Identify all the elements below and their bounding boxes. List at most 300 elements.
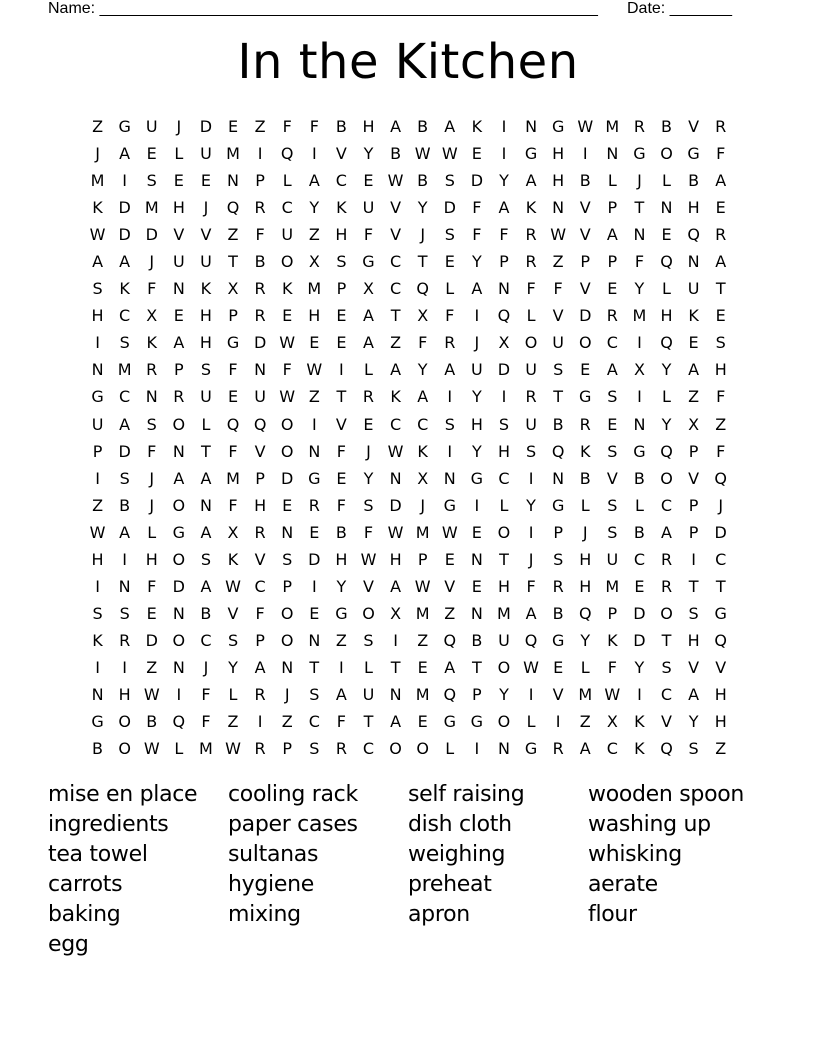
grid-letter: D [145, 225, 158, 245]
grid-letter: O [660, 144, 673, 164]
grid-letter: U [172, 252, 185, 272]
grid-letter: I [122, 657, 127, 677]
grid-letter: A [606, 360, 618, 380]
grid-letter: K [119, 279, 130, 299]
grid-letter: E [227, 117, 239, 136]
grid-letter: C [335, 171, 347, 191]
grid-letter: P [688, 522, 699, 542]
grid-letter: B [417, 117, 429, 136]
word-list-item: cooling rack [228, 782, 358, 807]
grid-letter: N [470, 549, 483, 569]
grid-letter: O [280, 441, 294, 461]
grid-letter: J [366, 441, 371, 461]
grid-letter: R [254, 522, 266, 542]
grid-letter: F [526, 576, 536, 596]
grid-letter: D [389, 495, 402, 515]
grid-letter: Z [308, 387, 320, 407]
word-list-item: carrots [48, 872, 123, 897]
grid-letter: H [687, 198, 700, 218]
grid-letter: S [336, 252, 347, 272]
grid-letter: O [280, 630, 294, 650]
grid-letter: W [604, 684, 621, 704]
grid-letter: I [637, 333, 642, 353]
grid-letter: L [282, 171, 292, 191]
grid-letter: C [389, 414, 402, 434]
grid-letter: O [172, 630, 186, 650]
grid-letter: G [551, 630, 565, 650]
grid-letter: Z [281, 712, 293, 732]
grid-letter: P [417, 549, 428, 569]
grid-letter: G [443, 712, 456, 732]
grid-letter: O [497, 522, 511, 542]
grid-letter: W [225, 576, 241, 596]
word-list-item: ingredients [48, 812, 169, 837]
grid-letter: V [688, 117, 700, 136]
grid-letter: N [281, 522, 294, 542]
grid-letter: N [525, 117, 538, 136]
grid-letter: B [335, 522, 347, 542]
grid-letter: R [525, 225, 537, 245]
grid-letter: F [363, 522, 374, 542]
grid-letter: R [579, 414, 591, 434]
grid-letter: F [228, 360, 238, 380]
grid-letter: M [415, 684, 430, 704]
word-list-item: wooden spoon [588, 782, 745, 807]
grid-letter: K [579, 441, 591, 461]
grid-letter: H [254, 495, 267, 515]
grid-letter: B [579, 171, 591, 191]
grid-letter: F [336, 441, 346, 461]
grid-letter: G [118, 117, 131, 136]
grid-letter: N [172, 657, 185, 677]
grid-letter: F [363, 225, 374, 245]
grid-letter: H [335, 549, 348, 569]
grid-letter: M [307, 279, 322, 299]
grid-letter: T [715, 279, 726, 299]
grid-letter: V [390, 225, 402, 245]
grid-letter: F [201, 684, 211, 704]
grid-letter: Q [578, 603, 592, 623]
grid-letter: F [526, 279, 536, 299]
grid-letter: M [605, 117, 620, 136]
grid-letter: A [715, 171, 727, 191]
grid-letter: T [201, 441, 211, 461]
grid-letter: R [660, 576, 673, 596]
grid-letter: V [552, 306, 564, 326]
grid-letter: W [414, 576, 431, 596]
grid-letter: K [525, 198, 537, 218]
grid-letter: D [145, 630, 158, 650]
grid-letter: A [173, 333, 185, 353]
grid-letter: N [308, 441, 321, 461]
grid-letter: B [579, 468, 591, 488]
grid-letter: G [633, 441, 646, 461]
grid-letter: H [714, 684, 727, 704]
grid-letter: B [688, 171, 700, 191]
grid-letter: D [633, 603, 646, 623]
grid-letter: H [552, 171, 565, 191]
grid-letter: I [501, 387, 507, 407]
grid-letter: L [174, 739, 184, 759]
grid-letter: Z [308, 225, 320, 245]
grid-letter: H [470, 414, 483, 434]
grid-letter: E [688, 333, 699, 353]
grid-letter: E [471, 576, 482, 596]
grid-letter: Q [714, 630, 727, 650]
word-list-item: flour [588, 902, 637, 927]
grid-letter: W [360, 549, 377, 569]
grid-letter: R [606, 306, 618, 326]
grid-letter: C [633, 549, 645, 569]
grid-letter: B [254, 252, 266, 272]
grid-letter: U [362, 198, 375, 218]
grid-letter: K [92, 198, 103, 218]
grid-letter: A [390, 117, 402, 136]
grid-letter: N [172, 441, 185, 461]
grid-letter: U [281, 225, 294, 245]
grid-letter: M [117, 360, 132, 380]
grid-letter: X [390, 603, 402, 623]
grid-letter: I [637, 684, 642, 704]
grid-letter: A [390, 712, 402, 732]
grid-letter: W [441, 522, 458, 542]
grid-letter: H [714, 712, 727, 732]
grid-letter: D [281, 468, 294, 488]
grid-letter: M [226, 468, 240, 488]
grid-letter: G [687, 144, 700, 164]
grid-letter: T [336, 387, 347, 407]
grid-letter: T [390, 306, 401, 326]
grid-letter: G [524, 739, 538, 759]
grid-letter: U [200, 387, 212, 407]
grid-letter: H [362, 117, 375, 136]
grid-letter: V [579, 279, 591, 299]
grid-letter: S [363, 630, 374, 650]
grid-letter: I [637, 387, 642, 407]
grid-letter: B [417, 171, 429, 191]
grid-letter: E [309, 603, 320, 623]
grid-letter: Z [92, 117, 104, 136]
grid-letter: E [634, 576, 645, 596]
grid-letter: B [146, 712, 158, 732]
grid-letter: C [308, 712, 320, 732]
grid-letter: O [389, 739, 402, 759]
grid-letter: J [420, 225, 426, 245]
grid-letter: J [637, 171, 642, 191]
name-field-label[interactable]: Name: ________________________________________________________ [48, 0, 598, 17]
word-list-item: sultanas [228, 842, 319, 867]
grid-letter: E [363, 171, 374, 191]
grid-letter: Y [634, 279, 645, 299]
grid-letter: F [472, 198, 482, 218]
grid-letter: H [579, 576, 592, 596]
grid-letter: A [200, 576, 212, 596]
grid-letter: X [308, 252, 320, 272]
grid-letter: L [580, 495, 590, 515]
grid-letter: D [172, 576, 185, 596]
grid-letter: V [173, 225, 185, 245]
grid-letter: D [118, 198, 131, 218]
grid-letter: A [471, 279, 483, 299]
grid-letter: E [715, 198, 726, 218]
grid-letter: R [444, 333, 456, 353]
grid-letter: E [363, 414, 374, 434]
word-search-grid [84, 113, 734, 762]
grid-letter: O [660, 468, 673, 488]
grid-letter: F [336, 712, 346, 732]
grid-letter: H [91, 306, 104, 326]
grid-letter: T [417, 252, 428, 272]
grid-letter: U [606, 549, 619, 569]
grid-letter: U [471, 360, 483, 380]
grid-letter: Z [335, 630, 347, 650]
grid-letter: J [149, 252, 155, 272]
grid-letter: Z [254, 117, 266, 136]
grid-letter: O [118, 739, 131, 759]
grid-letter: U [254, 387, 266, 407]
grid-letter: Y [526, 495, 536, 515]
grid-letter: Q [226, 198, 240, 218]
grid-letter: B [390, 144, 402, 164]
grid-letter: Q [524, 630, 538, 650]
grid-letter: F [607, 657, 617, 677]
grid-letter: R [254, 739, 266, 759]
grid-letter: Q [551, 441, 565, 461]
grid-letter: K [390, 387, 401, 407]
grid-letter: H [199, 333, 212, 353]
grid-letter: O [578, 333, 592, 353]
grid-letter: Q [443, 630, 457, 650]
grid-letter: I [501, 144, 507, 164]
grid-letter: E [282, 495, 293, 515]
grid-letter: P [553, 522, 563, 542]
grid-letter: N [687, 252, 700, 272]
grid-letter: M [90, 171, 105, 191]
grid-letter: I [122, 171, 127, 191]
grid-letter: I [339, 360, 344, 380]
grid-letter: A [444, 657, 456, 677]
grid-letter: A [579, 739, 591, 759]
grid-letter: B [661, 117, 672, 136]
grid-letter: S [200, 360, 211, 380]
grid-letter: N [552, 198, 565, 218]
grid-letter: D [714, 522, 727, 542]
grid-letter: Y [499, 171, 509, 191]
grid-letter: Y [471, 441, 482, 461]
grid-letter: O [172, 495, 186, 515]
grid-letter: L [526, 306, 536, 326]
grid-letter: K [336, 198, 347, 218]
grid-letter: I [528, 522, 534, 542]
grid-letter: P [255, 171, 265, 191]
grid-letter: J [149, 468, 155, 488]
grid-letter: V [688, 468, 700, 488]
grid-letter: C [606, 739, 618, 759]
grid-letter: E [444, 549, 455, 569]
grid-letter: E [444, 252, 455, 272]
grid-letter: G [470, 468, 484, 488]
grid-letter: R [633, 117, 645, 136]
grid-letter: U [200, 144, 212, 164]
grid-letter: O [280, 252, 294, 272]
grid-letter: O [497, 657, 511, 677]
grid-letter: O [524, 333, 538, 353]
grid-letter: N [552, 468, 565, 488]
grid-letter: R [552, 739, 564, 759]
grid-letter: H [552, 144, 565, 164]
grid-letter: S [444, 171, 455, 191]
grid-letter: I [393, 630, 398, 650]
grid-letter: P [174, 360, 184, 380]
grid-letter: F [201, 712, 211, 732]
grid-letter: Y [228, 657, 238, 677]
grid-letter: V [390, 198, 402, 218]
grid-letter: L [201, 414, 211, 434]
grid-letter: L [445, 279, 455, 299]
grid-letter: S [200, 549, 211, 569]
grid-letter: Q [687, 225, 700, 245]
grid-letter: U [525, 414, 537, 434]
grid-letter: O [416, 739, 429, 759]
grid-letter: A [390, 576, 402, 596]
grid-letter: G [362, 252, 375, 272]
grid-letter: F [282, 117, 292, 136]
grid-letter: E [146, 144, 157, 164]
grid-letter: R [660, 549, 673, 569]
grid-letter: S [444, 414, 455, 434]
grid-letter: Z [227, 225, 239, 245]
grid-letter: W [523, 657, 539, 677]
grid-letter: D [633, 630, 646, 650]
grid-letter: C [362, 739, 375, 759]
grid-letter: F [147, 279, 157, 299]
grid-letter: G [172, 522, 186, 542]
grid-letter: S [363, 495, 374, 515]
grid-letter: J [149, 495, 155, 515]
grid-letter: A [254, 657, 266, 677]
grid-letter: F [255, 225, 265, 245]
grid-letter: O [362, 603, 375, 623]
grid-letter: R [254, 279, 266, 299]
word-list-item: weighing [408, 842, 506, 867]
grid-letter: J [284, 684, 290, 704]
grid-letter: E [607, 279, 618, 299]
grid-letter: P [472, 684, 482, 704]
grid-letter: B [633, 468, 645, 488]
grid-letter: W [550, 225, 567, 245]
grid-letter: N [497, 279, 510, 299]
grid-letter: A [688, 684, 700, 704]
grid-letter: E [336, 468, 347, 488]
grid-letter: S [607, 495, 618, 515]
grid-letter: G [443, 495, 456, 515]
grid-letter: R [525, 387, 537, 407]
grid-letter: K [227, 549, 239, 569]
word-list-item: hygiene [228, 872, 314, 897]
grid-letter: N [118, 576, 131, 596]
grid-letter: R [254, 198, 266, 218]
grid-letter: H [687, 630, 700, 650]
grid-letter: E [553, 657, 564, 677]
grid-letter: I [257, 144, 263, 164]
grid-letter: Y [499, 684, 509, 704]
grid-letter: N [606, 144, 619, 164]
grid-letter: C [660, 495, 673, 515]
grid-letter: I [257, 712, 263, 732]
grid-letter: N [443, 468, 456, 488]
grid-letter: W [143, 684, 160, 704]
word-list-item: whisking [588, 842, 682, 867]
grid-letter: A [363, 333, 374, 353]
grid-letter: A [363, 306, 374, 326]
grid-letter: V [200, 225, 212, 245]
grid-letter: L [662, 171, 671, 191]
grid-letter: I [474, 739, 480, 759]
grid-letter: P [228, 306, 238, 326]
grid-letter: M [199, 739, 213, 759]
grid-letter: G [470, 712, 484, 732]
grid-letter: S [444, 225, 455, 245]
grid-letter: L [526, 712, 536, 732]
grid-letter: X [688, 414, 700, 434]
grid-letter: K [607, 630, 618, 650]
grid-letter: M [632, 306, 647, 326]
grid-letter: Y [309, 198, 320, 218]
grid-letter: K [688, 306, 699, 326]
grid-letter: C [660, 684, 673, 704]
grid-letter: F [282, 360, 292, 380]
grid-letter: V [444, 576, 456, 596]
grid-letter: Q [253, 414, 267, 434]
grid-letter: X [417, 306, 429, 326]
grid-letter: E [336, 306, 347, 326]
grid-letter: E [309, 522, 320, 542]
grid-letter: P [336, 279, 347, 299]
grid-letter: I [447, 441, 453, 461]
grid-letter: V [715, 657, 727, 677]
grid-letter: I [311, 144, 317, 164]
grid-letter: L [634, 495, 644, 515]
grid-letter: F [147, 441, 157, 461]
grid-letter: F [228, 495, 238, 515]
grid-letter: N [91, 360, 104, 380]
grid-letter: F [309, 117, 319, 136]
grid-letter: C [606, 333, 618, 353]
grid-letter: N [308, 630, 321, 650]
grid-letter: R [146, 360, 158, 380]
grid-letter: Q [226, 414, 240, 434]
grid-letter: X [498, 333, 510, 353]
grid-letter: Y [634, 657, 645, 677]
grid-letter: T [309, 657, 320, 677]
grid-letter: N [254, 360, 267, 380]
grid-letter: S [607, 522, 618, 542]
grid-letter: W [89, 225, 106, 245]
grid-letter: D [443, 198, 456, 218]
date-field-label[interactable]: Date: _______ [627, 0, 732, 17]
grid-letter: T [363, 712, 374, 732]
grid-letter: U [525, 360, 537, 380]
grid-letter: I [474, 306, 480, 326]
grid-letter: A [335, 684, 347, 704]
page-title: In the Kitchen [237, 34, 579, 90]
grid-letter: Z [390, 333, 402, 353]
grid-letter: E [715, 306, 726, 326]
grid-letter: T [634, 198, 645, 218]
grid-letter: O [280, 603, 294, 623]
grid-letter: W [441, 144, 458, 164]
grid-letter: I [95, 468, 100, 488]
